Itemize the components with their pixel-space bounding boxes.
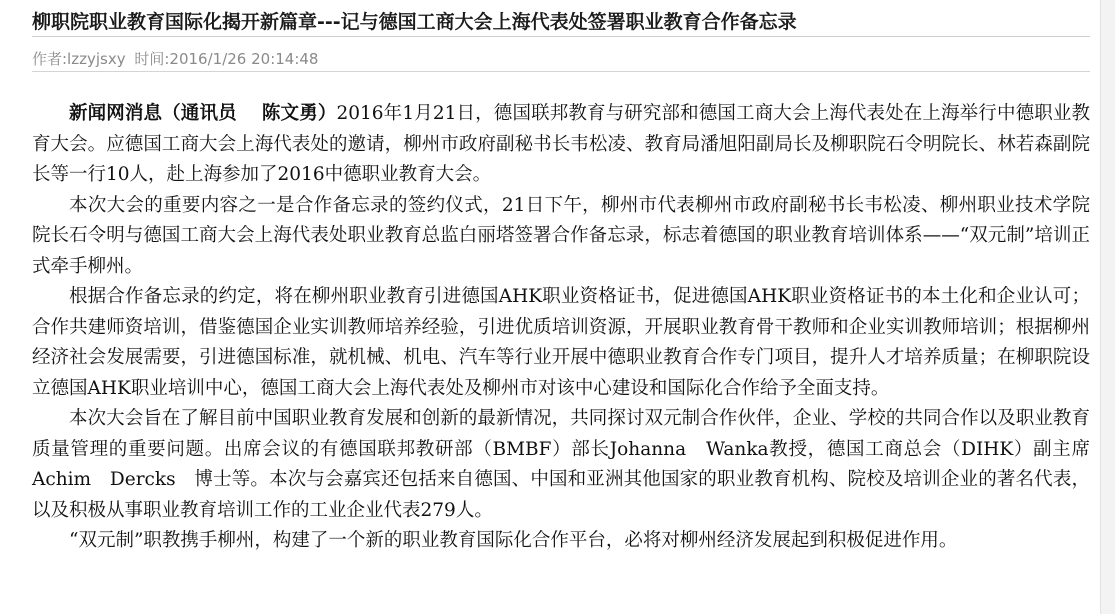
paragraph-2: 本次大会的重要内容之一是合作备忘录的签约仪式，21日下午，柳州市代表柳州市政府副秘书长韦松凌、柳州职业技术学院院长石令明与德国工商大会上海代表处职业教育总监白丽塔签署合作备忘录，标志着德国的职业教育培训体系——“双元制”培训正式牵手柳州。 — [32, 194, 1090, 277]
author-label: 作者:lzzyjsxy — [32, 50, 126, 68]
article-body — [32, 99, 1090, 557]
article — [32, 0, 1090, 557]
publish-time: 时间:2016/1/26 20:14:48 — [134, 50, 319, 68]
paragraph-3: 根据合作备忘录的约定，将在柳州职业教育引进德国AHK职业资格证书，促进德国AHK职业资格证书的本土化和企业认可；合作共建师资培训，借鉴德国企业实训教师培养经验，引进优质培训资源，开展职业教育骨干教师和企业实训教师培训；根据柳州经济社会发展需要，引进德国标准，就机械、机电、汽车等行业开展中德职业教育合作专门项目，提升人才培养质量；在柳职院设立德国AHK职业培训中心，德国工商大会上海代表处及柳州市对该中心建设和国际化合作给予全面支持。 — [32, 286, 1090, 399]
article-title: 柳职院职业教育国际化揭开新篇章---记与德国工商大会上海代表处签署职业教育合作备忘录 — [32, 0, 1090, 37]
vertical-scrollbar[interactable] — [1100, 0, 1115, 614]
article-meta — [32, 47, 1090, 72]
paragraph-1 — [32, 99, 1090, 191]
paragraph-4: 本次大会旨在了解目前中国职业教育发展和创新的最新情况，共同探讨双元制合作伙伴，企业、学校的共同合作以及职业教育质量管理的重要问题。出席会议的有德国联邦教研部（BMBF）部长Johanna Wanka教授，德国工商总会（DIHK）副主席Achim Dercks 博士等。本次与会嘉宾还包括来自德国、中国和亚洲其他国家的职业教育机构、院校及培训企业的著名代表，以及积极从事职业教育培训工作的工业企业代表279人。 — [32, 408, 1090, 521]
paragraph-1-text: 2016年1月21日，德国联邦教育与研究部和德国工商大会上海代表处在上海举行中德职业教育大会。应德国工商大会上海代表处的邀请，柳州市政府副秘书长韦松凌、教育局潘旭阳副局长及柳职院石令明院长、林若森副院长等一行10人，赴上海参加了2016中德职业教育大会。 — [32, 103, 1090, 185]
paragraph-5: “双元制”职教携手柳州，构建了一个新的职业教育国际化合作平台，必将对柳州经济发展起到积极促进作用。 — [69, 530, 958, 551]
news-source: 新闻网消息（通讯员 陈文勇） — [69, 103, 337, 124]
